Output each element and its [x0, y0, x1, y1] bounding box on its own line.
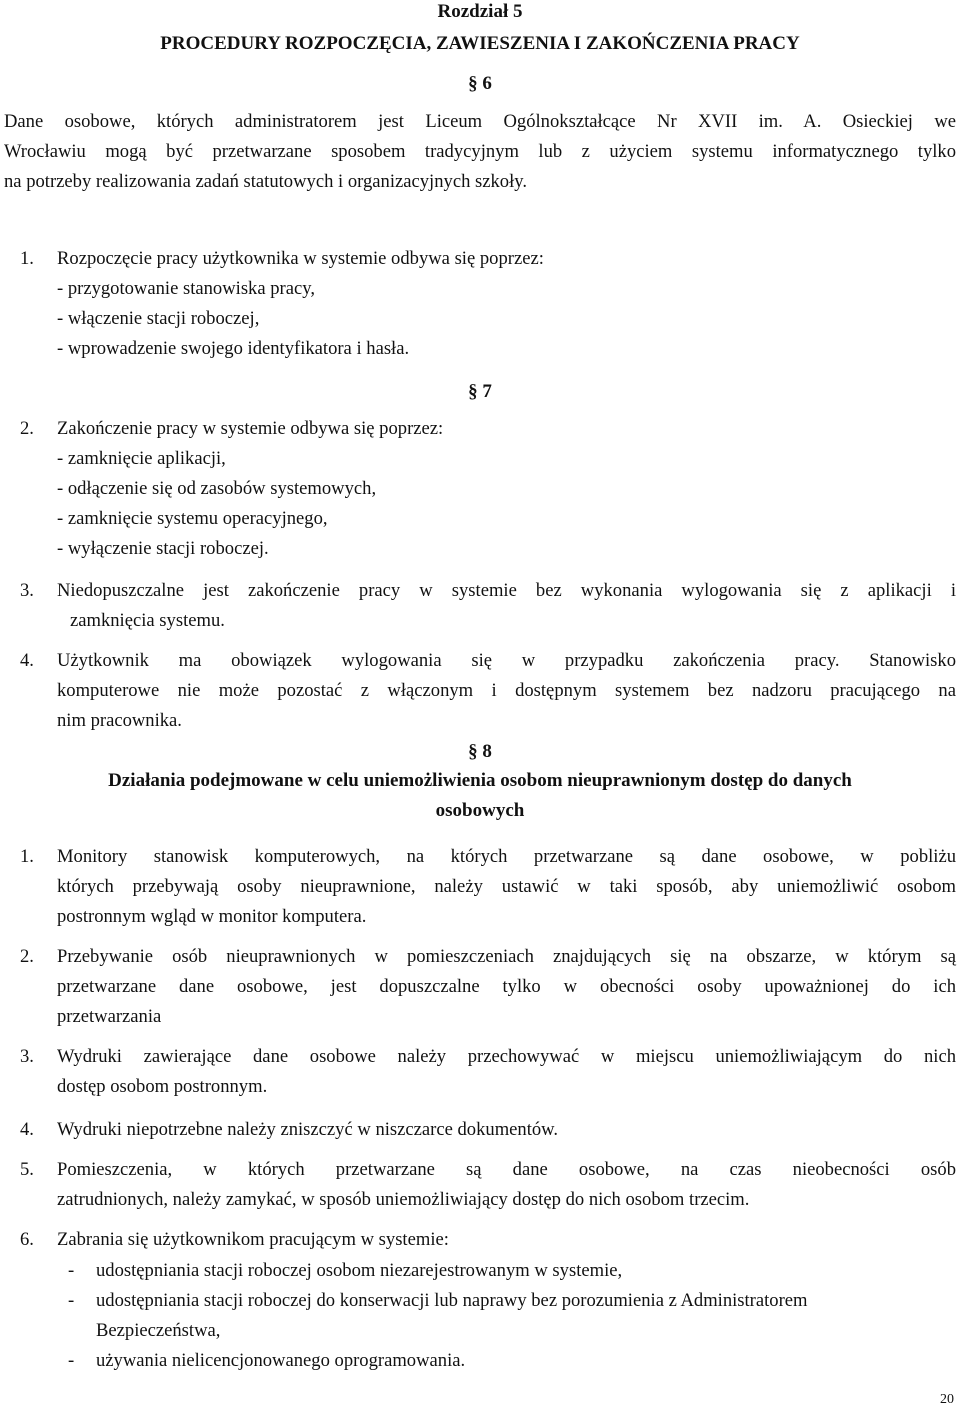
item-number: 4. [20, 1119, 34, 1140]
item-text: zatrudnionych, należy zamykać, w sposób uniemożliwiający dostęp do nich osobom trzecim. [57, 1189, 750, 1210]
intro-line-2: Wrocławiu mogą być przetwarzane sposobem tradycyjnym lub z użyciem systemu informatycznego tylko [4, 141, 956, 162]
chapter-subtitle: PROCEDURY ROZPOCZĘCIA, ZAWIESZENIA I ZAKOŃCZENIA PRACY [160, 33, 800, 54]
list-item: - zamknięcie systemu operacyjnego, [57, 508, 328, 529]
list-item: - włączenie stacji roboczej, [57, 308, 260, 329]
item-text: Wydruki zawierające dane osobowe należy przechowywać w miejscu uniemożliwiającym do nich [57, 1046, 956, 1067]
list-item: - odłączenie się od zasobów systemowych, [57, 478, 377, 499]
item-text: przetwarzane dane osobowe, jest dopuszczalne tylko w obecności osoby upoważnionej do ich [57, 976, 956, 997]
section-heading: osobowych [435, 800, 525, 821]
dash: - [68, 1350, 75, 1371]
list-item: Bezpieczeństwa, [96, 1320, 221, 1341]
item-text: Zakończenie pracy w systemie odbywa się poprzez: [57, 418, 444, 439]
item-text: Niedopuszczalne jest zakończenie pracy w systemie bez wykonania wylogowania się z aplikacji i [57, 580, 956, 601]
section-mark-7: § 7 [468, 381, 492, 402]
list-item: używania nielicencjonowanego oprogramowania. [96, 1350, 466, 1371]
item-number: 1. [20, 846, 34, 867]
dash: - [68, 1290, 75, 1311]
dash: - [68, 1260, 75, 1281]
chapter-title: Rozdział 5 [437, 1, 523, 22]
section-heading: Działania podejmowane w celu uniemożliwienia osobom nieuprawnionym dostęp do danych [108, 770, 852, 791]
item-text: Wydruki niepotrzebne należy zniszczyć w niszczarce dokumentów. [57, 1119, 559, 1140]
intro-line-3: na potrzeby realizowania zadań statutowych i organizacyjnych szkoły. [4, 171, 528, 192]
item-text: Monitory stanowisk komputerowych, na których przetwarzane są dane osobowe, w pobliżu [57, 846, 956, 867]
list-item: udostępniania stacji roboczej osobom niezarejestrowanym w systemie, [96, 1260, 623, 1281]
item-text: postronnym wgląd w monitor komputera. [57, 906, 367, 927]
list-item: udostępniania stacji roboczej do konserwacji lub naprawy bez porozumienia z Administratorem [96, 1290, 808, 1311]
item-number: 2. [20, 418, 34, 439]
item-text: Pomieszczenia, w których przetwarzane są dane osobowe, na czas nieobecności osób [57, 1159, 956, 1180]
item-text: Zabrania się użytkownikom pracującym w systemie: [57, 1229, 449, 1250]
list-item: - wprowadzenie swojego identyfikatora i hasła. [57, 338, 410, 359]
item-text: przetwarzania [57, 1006, 162, 1027]
item-text: komputerowe nie może pozostać z włączonym i dostępnym systemem bez nadzoru pracującego na [57, 680, 956, 701]
item-number: 2. [20, 946, 34, 967]
item-number: 1. [20, 248, 34, 269]
item-number: 5. [20, 1159, 34, 1180]
list-item: - wyłączenie stacji roboczej. [57, 538, 269, 559]
list-item: - przygotowanie stanowiska pracy, [57, 278, 315, 299]
section-mark-6: § 6 [468, 73, 492, 94]
item-number: 4. [20, 650, 34, 671]
item-text: dostęp osobom postronnym. [57, 1076, 268, 1097]
item-text: których przebywają osoby nieuprawnione, należy ustawić w taki sposób, aby uniemożliwić osobom [57, 876, 956, 897]
list-item: - zamknięcie aplikacji, [57, 448, 226, 469]
item-number: 3. [20, 1046, 34, 1067]
item-text: Przebywanie osób nieuprawnionych w pomieszczeniach znajdujących się na obszarze, w którym są [57, 946, 956, 967]
section-mark-8: § 8 [468, 741, 492, 762]
intro-line-1: Dane osobowe, których administratorem jest Liceum Ogólnokształcące Nr XVII im. A. Osieckiej we [4, 111, 956, 132]
item-text: zamknięcia systemu. [70, 610, 225, 631]
item-text: Rozpoczęcie pracy użytkownika w systemie odbywa się poprzez: [57, 248, 544, 269]
item-number: 6. [20, 1229, 34, 1250]
item-text: nim pracownika. [57, 710, 182, 731]
page-number: 20 [940, 1392, 954, 1407]
item-text: Użytkownik ma obowiązek wylogowania się w przypadku zakończenia pracy. Stanowisko [57, 650, 956, 671]
item-number: 3. [20, 580, 34, 601]
